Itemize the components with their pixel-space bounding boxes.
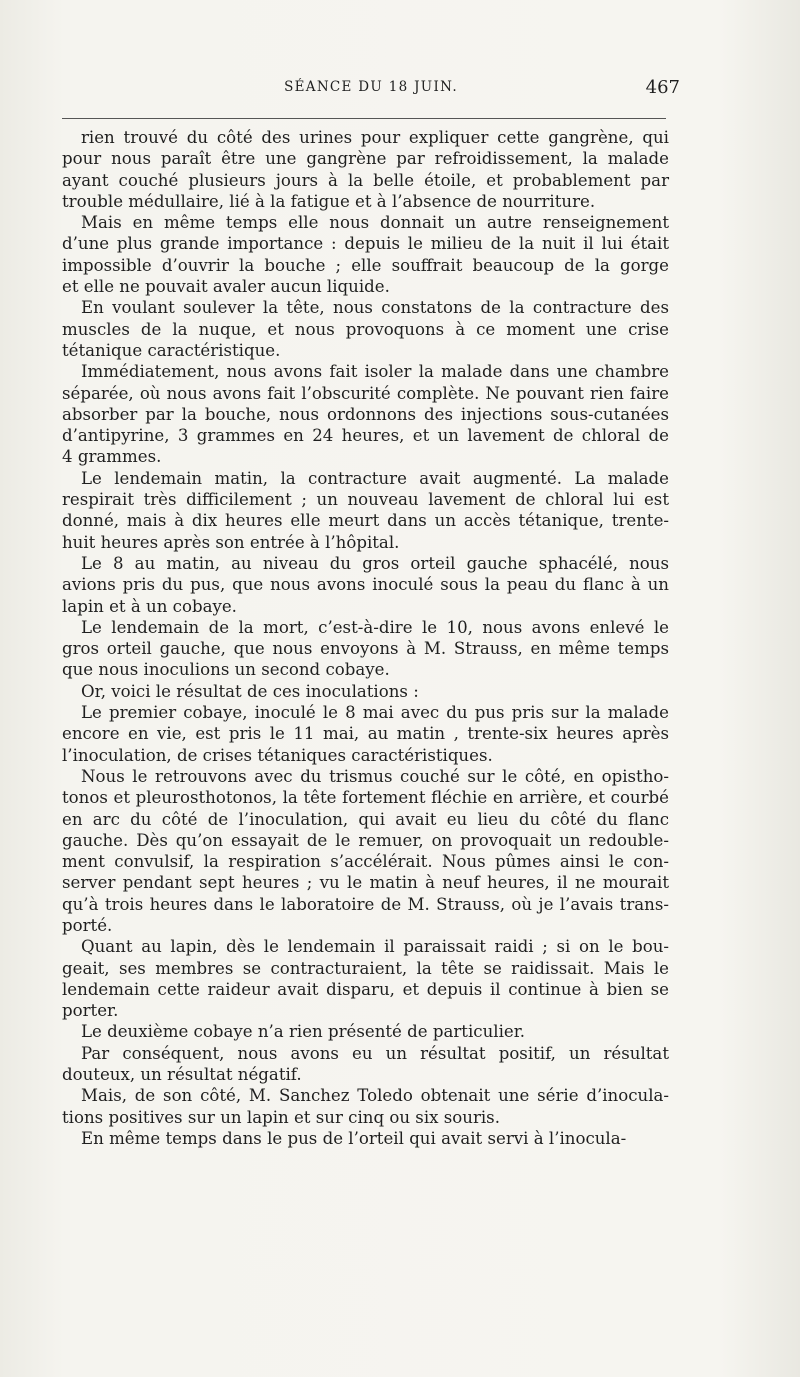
text-line: huit heures après son entrée à l’hôpital. — [62, 532, 400, 552]
text-line: Le lendemain de la mort, c’est-à-dire le 10, nous avons enlevé le — [81, 617, 669, 637]
text-line: gauche. Dès qu’on essayait de le remuer, on provoquait un redouble- — [62, 830, 669, 850]
paragraph — [62, 468, 669, 553]
paragraph — [62, 553, 669, 617]
text-line: lapin et à un cobaye. — [62, 596, 237, 616]
running-title: SÉANCE DU 18 JUIN. — [284, 79, 458, 95]
text-line: impossible d’ouvrir la bouche ; elle souffrait beaucoup de la gorge — [62, 255, 669, 275]
paragraph — [62, 1085, 669, 1128]
paragraph — [62, 936, 669, 1021]
paragraph — [62, 1043, 669, 1086]
text-line: Mais, de son côté, M. Sanchez Toledo obtenait une série d’inocula- — [81, 1086, 669, 1106]
text-line: lendemain cette raideur avait disparu, et depuis il continue à bien se — [62, 979, 669, 999]
text-line: muscles de la nuque, et nous provoquons à ce moment une crise — [62, 319, 669, 339]
text-line: respirait très difficilement ; un nouveau lavement de chloral lui est — [62, 490, 669, 510]
text-line: porté. — [62, 915, 113, 935]
text-line: d’antipyrine, 3 grammes en 24 heures, et un lavement de chloral de — [62, 426, 669, 446]
text-line: Le premier cobaye, inoculé le 8 mai avec du pus pris sur la malade — [81, 703, 669, 723]
running-header — [62, 79, 680, 105]
text-line: En voulant soulever la tête, nous constatons de la contracture des — [81, 298, 669, 318]
text-line: que nous inoculions un second cobaye. — [62, 660, 390, 680]
paragraph — [62, 297, 669, 361]
text-line: pour nous paraît être une gangrène par refroidissement, la malade — [62, 149, 669, 169]
text-line: absorber par la bouche, nous ordonnons des injections sous-cutanées — [62, 404, 669, 424]
body-text — [62, 127, 669, 1149]
text-line: avions pris du pus, que nous avons inoculé sous la peau du flanc à un — [62, 575, 669, 595]
text-line: d’une plus grande importance : depuis le milieu de la nuit il lui était — [62, 234, 669, 254]
text-line: Immédiatement, nous avons fait isoler la malade dans une chambre — [81, 362, 669, 382]
text-line: l’inoculation, de crises tétaniques caractéristiques. — [62, 745, 493, 765]
text-line: Or, voici le résultat de ces inoculations : — [81, 681, 419, 701]
paragraph — [62, 361, 669, 467]
text-line: trouble médullaire, lié à la fatigue et à l’absence de nourriture. — [62, 191, 596, 211]
text-line: séparée, où nous avons fait l’obscurité complète. Ne pouvant rien faire — [62, 383, 669, 403]
text-line: qu’à trois heures dans le laboratoire de M. Strauss, où je l’avais trans- — [62, 894, 669, 914]
text-line: ayant couché plusieurs jours à la belle étoile, et probablement par — [62, 170, 669, 190]
text-line: et elle ne pouvait avaler aucun liquide. — [62, 277, 390, 297]
text-line: gros orteil gauche, que nous envoyons à M. Strauss, en même temps — [62, 639, 669, 659]
paragraph — [62, 702, 669, 766]
text-line: Quant au lapin, dès le lendemain il paraissait raidi ; si on le bou- — [81, 937, 669, 957]
text-line: rien trouvé du côté des urines pour expliquer cette gangrène, qui — [81, 128, 669, 147]
text-line: Le deuxième cobaye n’a rien présenté de particulier. — [81, 1022, 526, 1042]
text-line: Le lendemain matin, la contracture avait augmenté. La malade — [81, 468, 669, 488]
paragraph — [62, 681, 669, 702]
paragraph — [62, 127, 669, 212]
text-line: server pendant sept heures ; vu le matin à neuf heures, il ne mourait — [62, 873, 669, 893]
page-number: 467 — [645, 77, 680, 98]
text-line: tétanique caractéristique. — [62, 340, 281, 360]
text-line: porter. — [62, 1001, 119, 1021]
text-line: Mais en même temps elle nous donnait un autre renseignement — [81, 213, 669, 233]
text-line: Par conséquent, nous avons eu un résultat positif, un résultat — [81, 1043, 669, 1063]
paragraph — [62, 617, 669, 681]
text-line: En même temps dans le pus de l’orteil qui avait servi à l’inocula- — [81, 1128, 627, 1148]
text-line: ment convulsif, la respiration s’accélérait. Nous pûmes ainsi le con- — [62, 852, 669, 872]
text-line: encore en vie, est pris le 11 mai, au matin , trente-six heures après — [62, 724, 669, 744]
header-rule — [62, 118, 666, 119]
paragraph — [62, 212, 669, 297]
text-line: tonos et pleurosthotonos, la tête fortement fléchie en arrière, et courbé — [62, 788, 669, 808]
text-line: geait, ses membres se contracturaient, la tête se raidissait. Mais le — [62, 958, 669, 978]
text-line: en arc du côté de l’inoculation, qui avait eu lieu du côté du flanc — [62, 809, 669, 829]
paragraph — [62, 1021, 669, 1042]
text-line: Nous le retrouvons avec du trismus couché sur le côté, en opistho- — [81, 766, 669, 786]
paragraph — [62, 1128, 669, 1149]
text-line: douteux, un résultat négatif. — [62, 1065, 302, 1085]
text-line: 4 grammes. — [62, 447, 162, 467]
paragraph — [62, 766, 669, 936]
text-line: Le 8 au matin, au niveau du gros orteil gauche sphacélé, nous — [81, 553, 669, 573]
text-line: donné, mais à dix heures elle meurt dans un accès tétanique, trente- — [62, 511, 669, 531]
text-line: tions positives sur un lapin et sur cinq ou six souris. — [62, 1107, 500, 1127]
